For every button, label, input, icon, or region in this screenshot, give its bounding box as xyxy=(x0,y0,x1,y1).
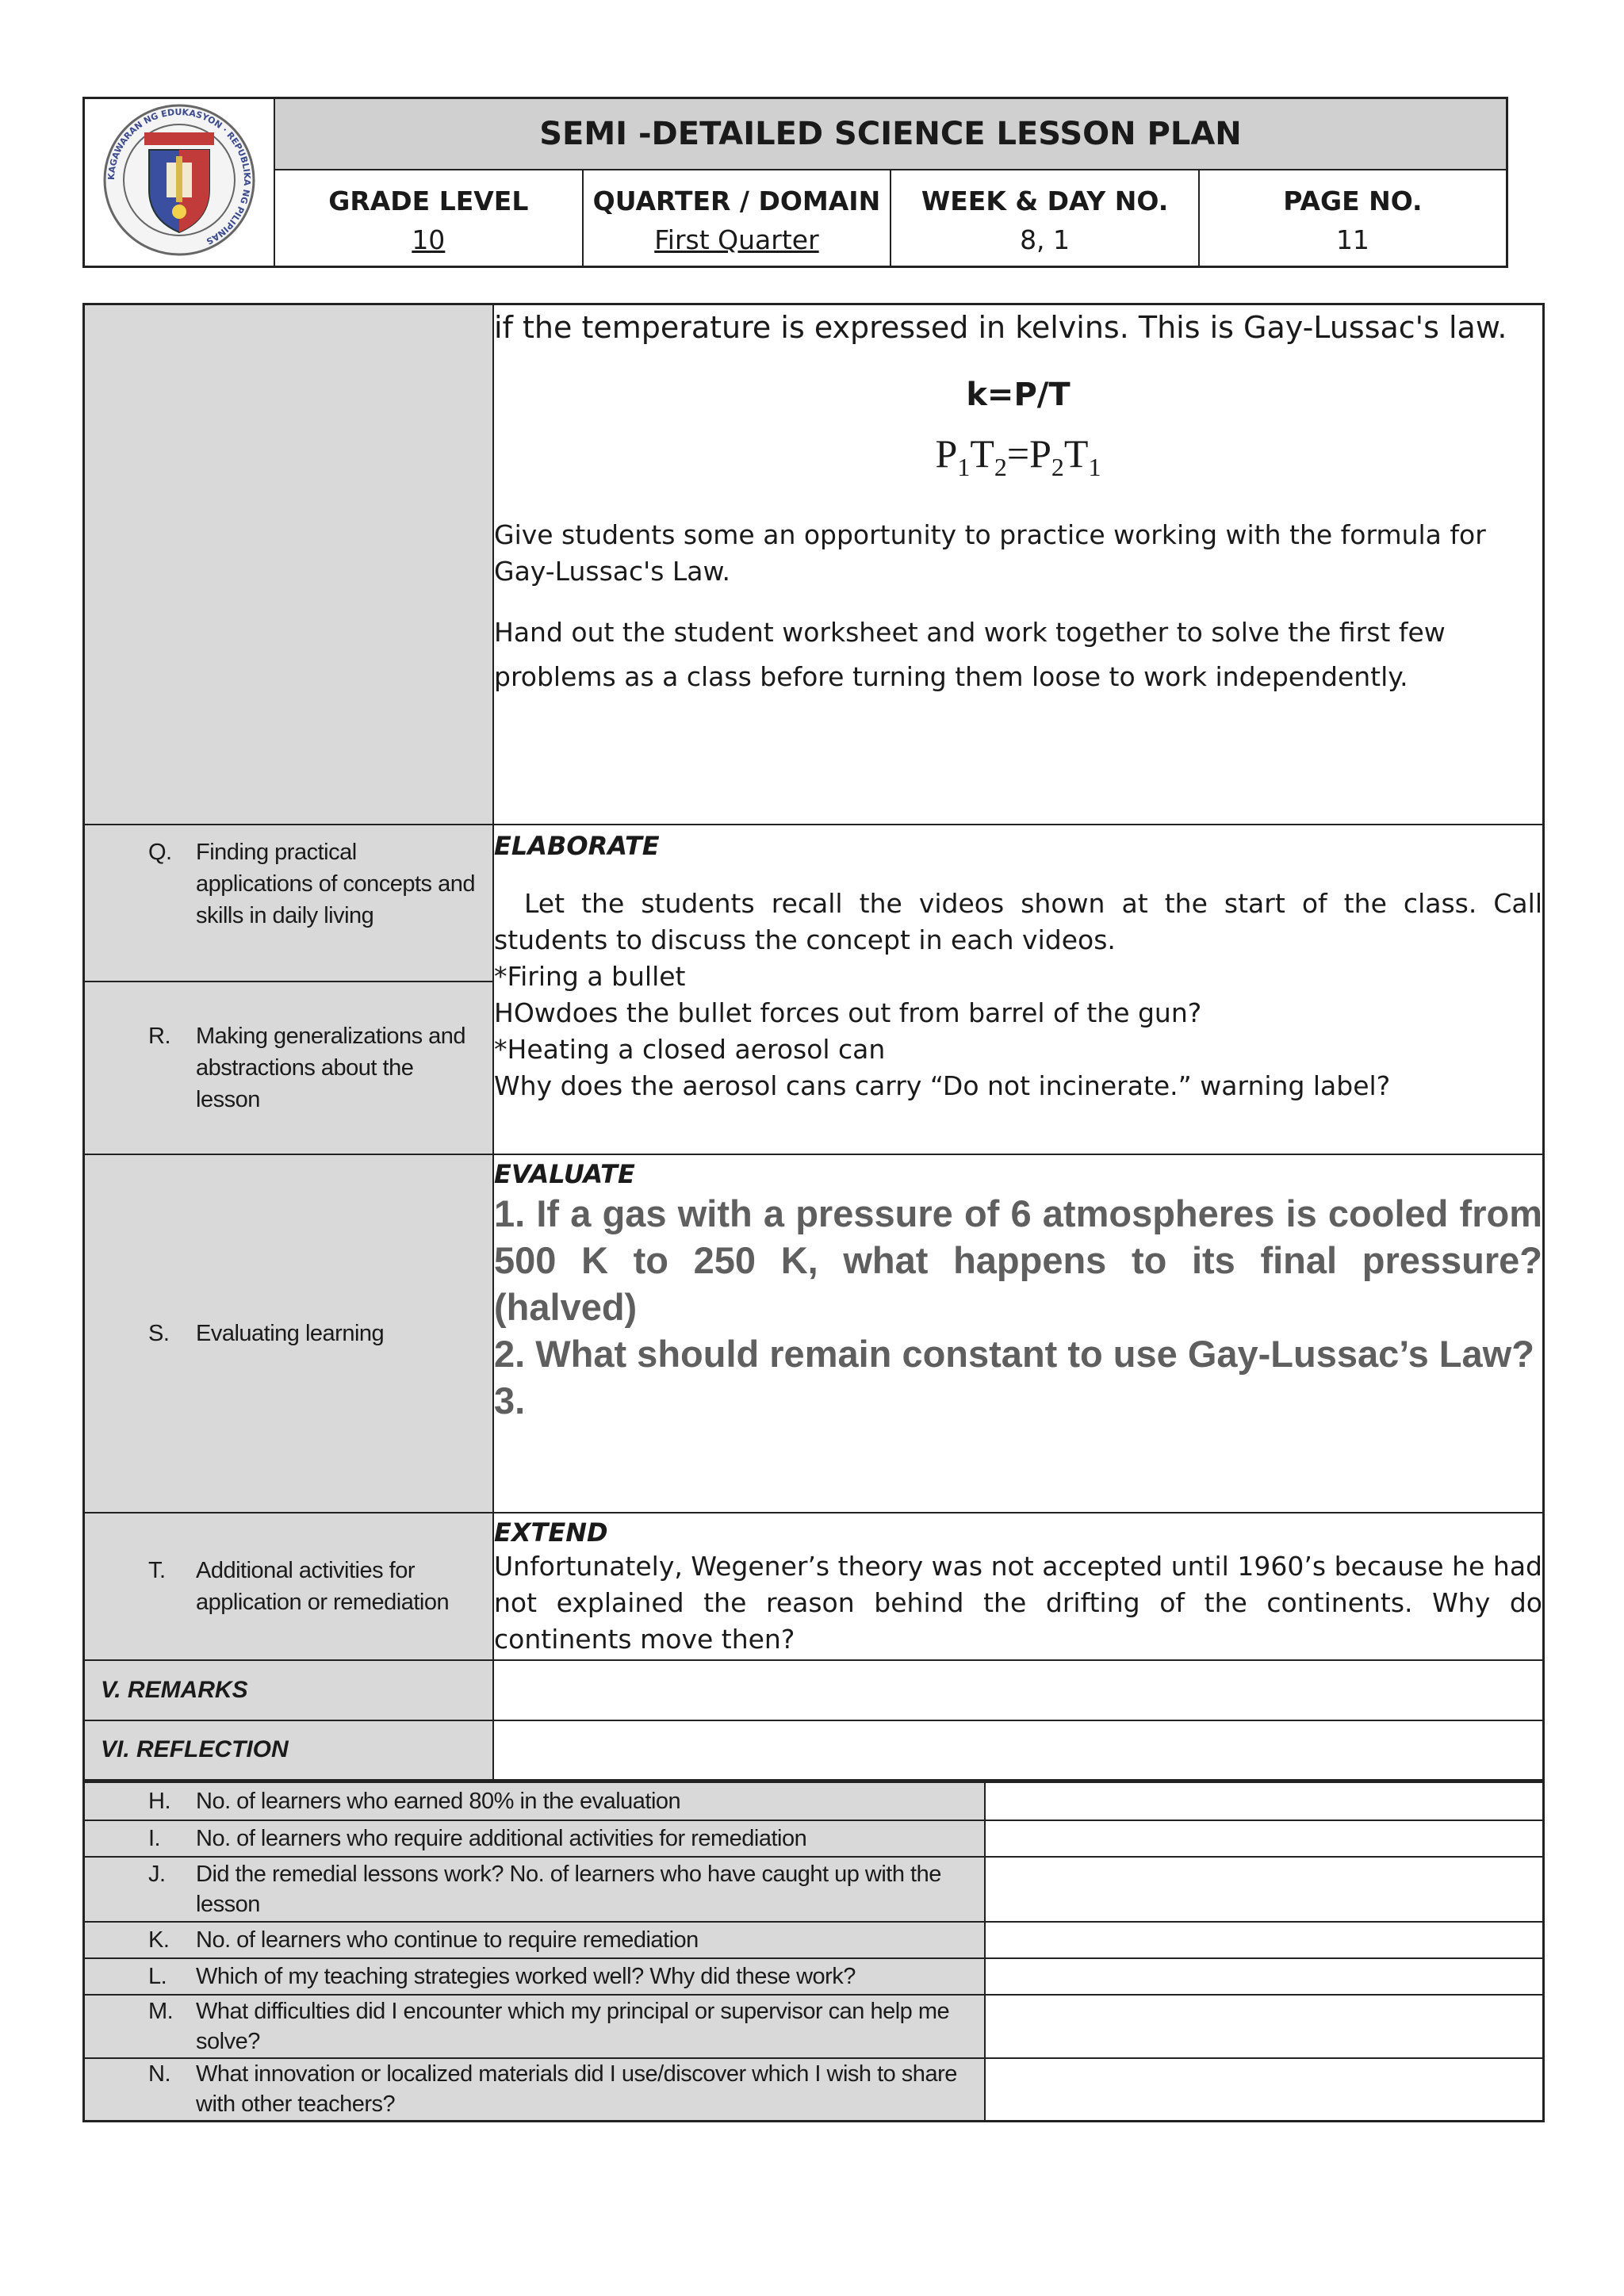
reflection-answer xyxy=(985,1922,1544,1958)
remarks-value xyxy=(493,1660,1544,1720)
reflection-answer xyxy=(985,1958,1544,1995)
elaborate-heading: ELABORATE xyxy=(494,830,660,861)
reflection-answer xyxy=(985,2058,1544,2122)
explain-worksheet-text: Hand out the student worksheet and work together to solve the first few problems as a class before turning them loose to work independently. xyxy=(494,617,1446,692)
svg-text:KAGAWARAN NG EDUKASYON · REPUB: KAGAWARAN NG EDUKASYON · REPUBLIKA NG PILIPINAS xyxy=(105,107,253,247)
quarter-domain-cell: QUARTER / DOMAIN First Quarter xyxy=(583,170,891,266)
elaborate-line: *Firing a bullet xyxy=(494,960,686,992)
evaluate-content xyxy=(493,1154,1544,1513)
reflection-answer xyxy=(985,1820,1544,1857)
reflection-item: H. No. of learners who earned 80% in the evaluation xyxy=(84,1782,986,1820)
row-t-label: T. Additional activities for application or remediation xyxy=(84,1513,494,1660)
reflection-item: J. Did the remedial lessons work? No. of learners who have caught up with the lesson xyxy=(84,1857,986,1922)
elaborate-line: *Heating a closed aerosol can xyxy=(494,1033,886,1065)
reflection-item: M. What difficulties did I encounter which my principal or supervisor can help me solve? xyxy=(84,1995,986,2058)
row-r-label: R. Making generalizations and abstractions about the lesson xyxy=(84,982,494,1154)
lesson-plan-header xyxy=(82,97,1508,268)
elaborate-content xyxy=(493,825,1544,1154)
grade-level-cell: GRADE LEVEL 10 xyxy=(274,170,583,266)
reflection-item: K. No. of learners who continue to require remediation xyxy=(84,1922,986,1958)
explain-intro: if the temperature is expressed in kelvins. This is Gay-Lussac's law. xyxy=(494,310,1507,345)
reflection-item: N. What innovation or localized materials did I use/discover which I wish to share with other teachers? xyxy=(84,2058,986,2122)
evaluate-question-3: 3. xyxy=(494,1379,526,1422)
evaluate-heading: EVALUATE xyxy=(494,1158,635,1189)
row-q-label: Q. Finding practical applications of concepts and skills in daily living xyxy=(84,825,494,982)
extend-heading: EXTEND xyxy=(494,1517,608,1548)
evaluate-question-2: 2. What should remain constant to use Gay-Lussac’s Law? xyxy=(494,1332,1534,1375)
row-s-label: S. Evaluating learning xyxy=(84,1154,494,1513)
explain-practice-text: Give students some an opportunity to practice working with the formula for Gay-Lussac's Law. xyxy=(494,519,1486,587)
remarks-label: V. REMARKS xyxy=(84,1660,494,1720)
reflection-item: I. No. of learners who require additional activities for remediation xyxy=(84,1820,986,1857)
reflection-answer xyxy=(985,1782,1544,1820)
elaborate-line: Why does the aerosol cans carry “Do not incinerate.” warning label? xyxy=(494,1070,1391,1101)
extend-content xyxy=(493,1513,1544,1660)
extend-text: Unfortunately, Wegener’s theory was not accepted until 1960’s because he had not explained the reason behind the drifting of the continents. Why do continents move then? xyxy=(494,1550,1542,1655)
document-title: SEMI -DETAILED SCIENCE LESSON PLAN xyxy=(274,98,1507,170)
elaborate-line: HOwdoes the bullet forces out from barrel of the gun? xyxy=(494,997,1202,1028)
reflection-answer xyxy=(985,1995,1544,2058)
formula-gay-lussac: $P_1T_2=P_2T_1$ xyxy=(935,431,1101,481)
explain-content xyxy=(493,304,1544,825)
reflection-label: VI. REFLECTION xyxy=(84,1720,494,1781)
evaluate-question-1: 1. If a gas with a pressure of 6 atmospheres is cooled from 500 K to 250 K, what happens to its final pressure? (halved) xyxy=(494,1192,1542,1328)
page-no-cell: PAGE NO. 11 xyxy=(1199,170,1507,266)
formula-k: k=P/T xyxy=(966,377,1071,413)
elaborate-text: Let the students recall the videos shown at the start of the class. Call students to discuss the concept in each videos. xyxy=(494,887,1542,955)
reflection-table xyxy=(82,1781,1545,2122)
week-day-cell: WEEK & DAY NO. 8, 1 xyxy=(891,170,1199,266)
deped-seal-icon xyxy=(100,101,259,259)
reflection-value xyxy=(493,1720,1544,1781)
deped-seal xyxy=(84,98,275,267)
reflection-answer xyxy=(985,1857,1544,1922)
reflection-item: L. Which of my teaching strategies worked well? Why did these work? xyxy=(84,1958,986,1995)
explain-label-cell xyxy=(84,304,494,825)
lesson-plan-body xyxy=(82,303,1545,1781)
